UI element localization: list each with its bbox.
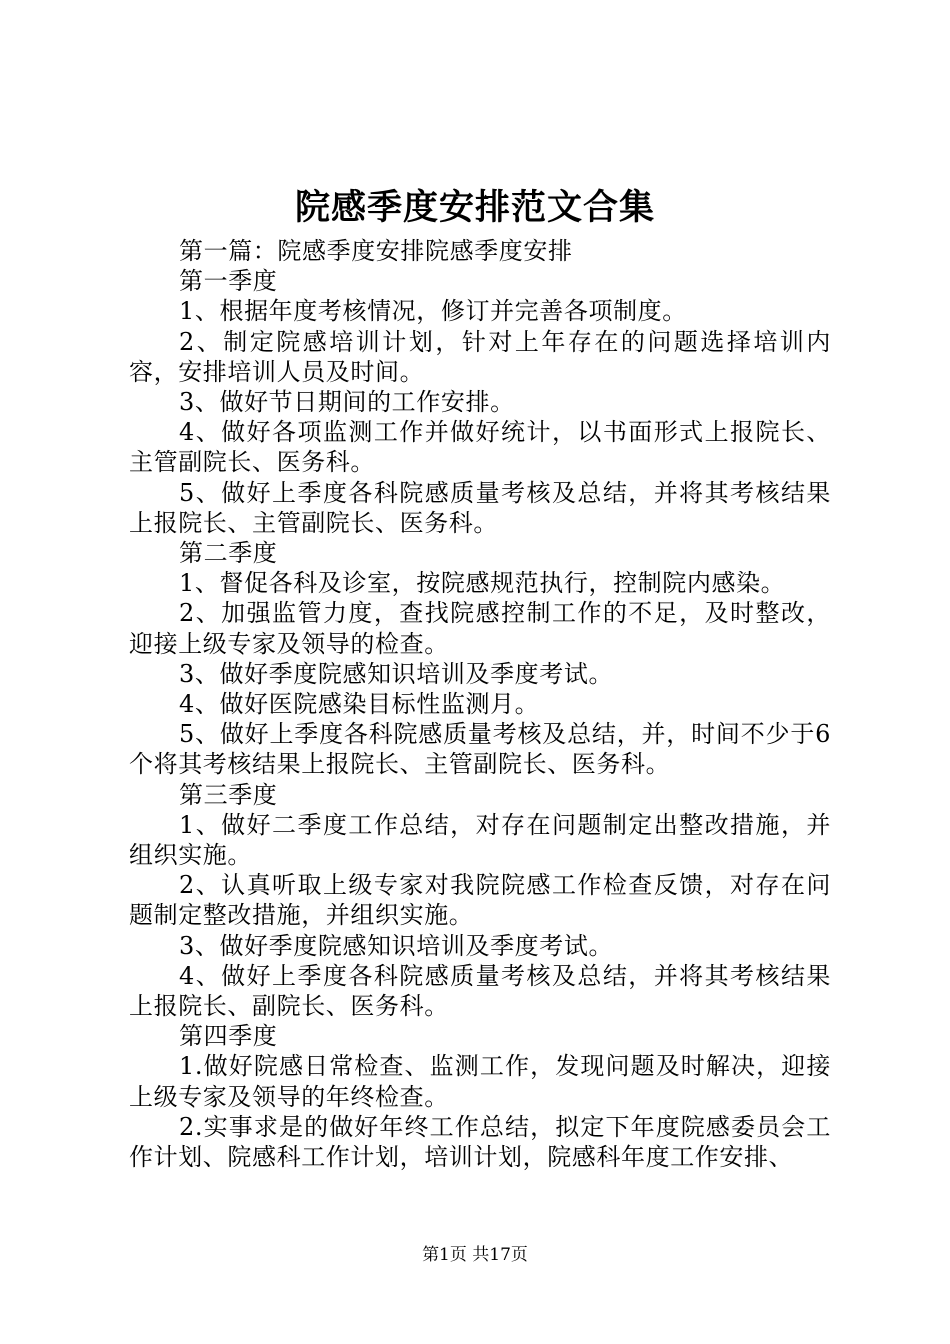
- document-title: 院感季度安排范文合集: [294, 187, 655, 228]
- paragraph: 5、做好上季度各科院感质量考核及总结，并，时间不少于6个将其考核结果上报院长、主管副院长、医务科。: [129, 720, 831, 779]
- paragraph: 2、加强监管力度，查找院感控制工作的不足，及时整改，迎接上级专家及领导的检查。: [129, 599, 831, 658]
- paragraph: 5、做好上季度各科院感质量考核及总结，并将其考核结果上报院长、主管副院长、医务科。: [129, 478, 831, 537]
- paragraph: 2、认真听取上级专家对我院院感工作检查反馈，对存在问题制定整改措施，并组织实施。: [129, 871, 831, 930]
- section-heading: 第四季度: [179, 1022, 278, 1051]
- document-body: [129, 236, 831, 1172]
- paragraph: 4、做好医院感染目标性监测月。: [179, 690, 540, 719]
- page-footer: 第1页 共17页: [422, 1245, 528, 1265]
- paragraph: 第一篇：院感季度安排院感季度安排: [179, 237, 573, 265]
- paragraph: 3、做好节日期间的工作安排。: [179, 388, 515, 417]
- paragraph: 1、做好二季度工作总结，对存在问题制定出整改措施，并组织实施。: [129, 810, 831, 870]
- paragraph: 1、督促各科及诊室，按院感规范执行，控制院内感染。: [179, 569, 786, 598]
- paragraph: 3、做好季度院感知识培训及季度考试。: [179, 931, 614, 960]
- paragraph: 2、制定院感培训计划，针对上年存在的问题选择培训内容，安排培训人员及时间。: [129, 327, 831, 386]
- paragraph: 2.实事求是的做好年终工作总结，拟定下年度院感委员会工作计划、院感科工作计划，培训计划，院感科年度工作安排、: [129, 1112, 831, 1172]
- section-heading: 第三季度: [179, 780, 278, 809]
- section-heading: 第二季度: [179, 539, 278, 568]
- section-heading: 第一季度: [179, 267, 278, 296]
- paragraph: 1、根据年度考核情况，修订并完善各项制度。: [179, 297, 687, 326]
- paragraph: 4、做好上季度各科院感质量考核及总结，并将其考核结果上报院长、副院长、医务科。: [129, 961, 831, 1021]
- paragraph: 1.做好院感日常检查、监测工作，发现问题及时解决，迎接上级专家及领导的年终检查。: [129, 1052, 831, 1111]
- paragraph: 3、做好季度院感知识培训及季度考试。: [179, 659, 614, 688]
- paragraph: 4、做好各项监测工作并做好统计，以书面形式上报院长、主管副院长、医务科。: [129, 418, 831, 477]
